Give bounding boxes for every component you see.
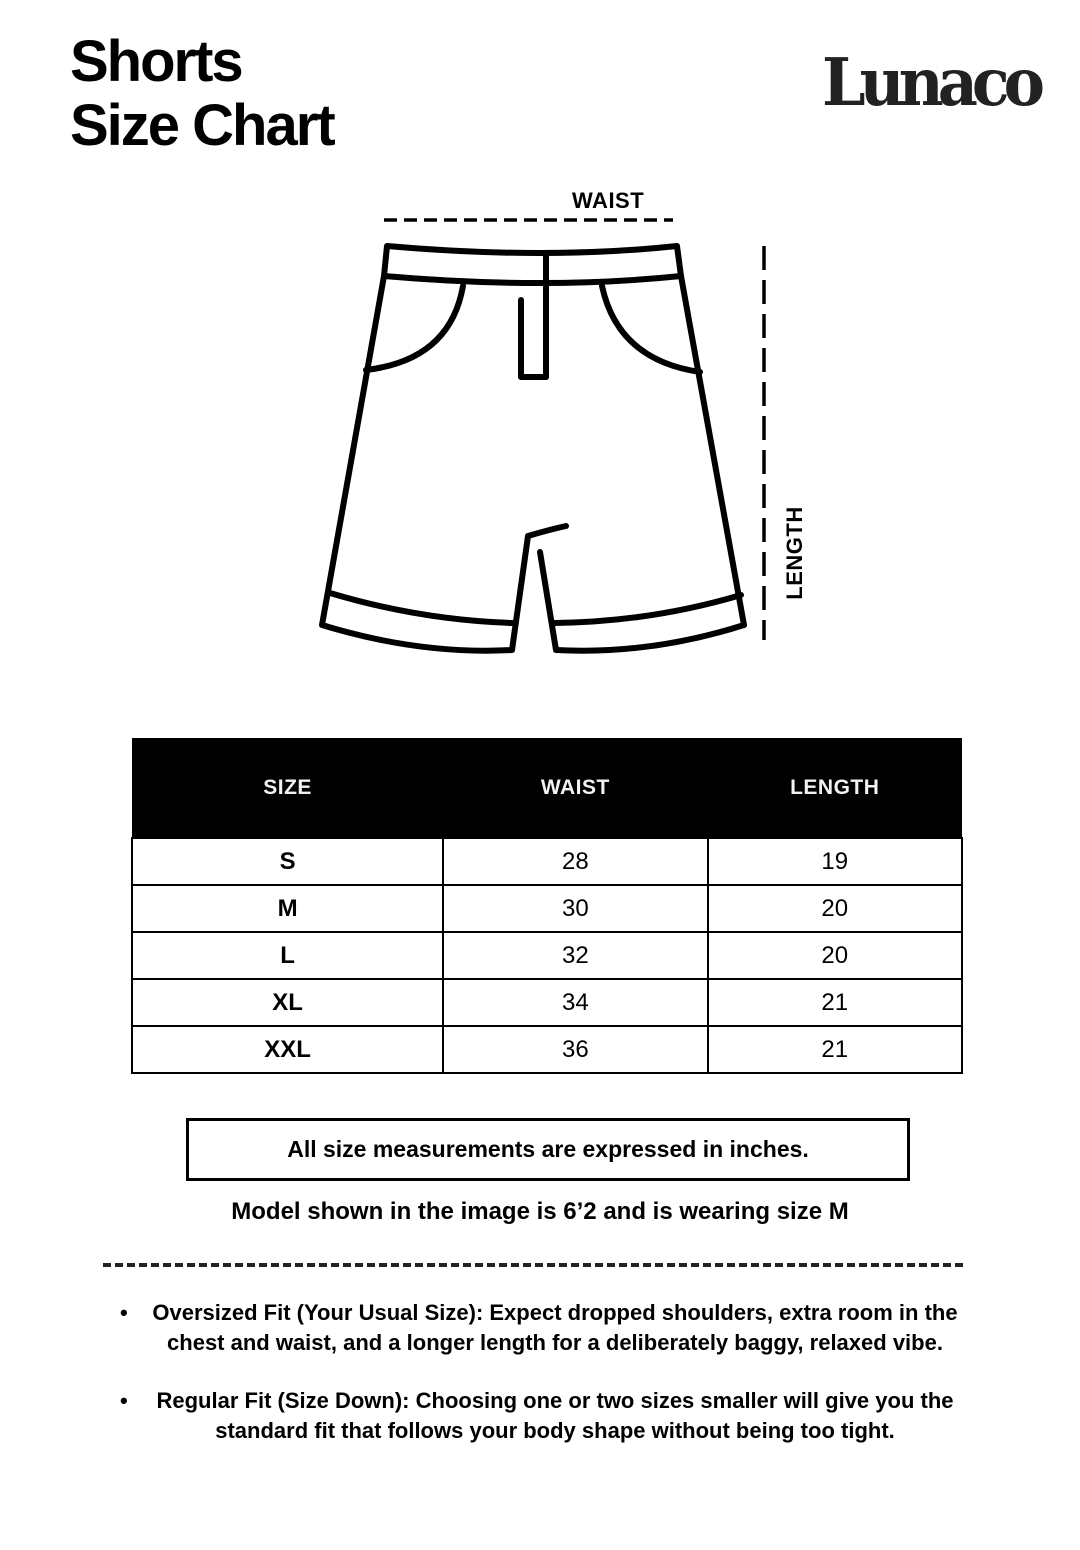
length-label: LENGTH bbox=[782, 506, 807, 600]
brand-logo: Lunaco bbox=[822, 44, 1040, 121]
units-note-text: All size measurements are expressed in inches. bbox=[287, 1136, 809, 1162]
cell-waist: 34 bbox=[443, 979, 707, 1026]
cell-waist: 32 bbox=[443, 932, 707, 979]
fit-guide-item-oversized bbox=[100, 1298, 970, 1358]
cell-waist: 30 bbox=[443, 885, 707, 932]
size-table bbox=[131, 738, 963, 1074]
header-waist: WAIST bbox=[443, 738, 707, 838]
table-row bbox=[132, 932, 962, 979]
cell-length: 20 bbox=[708, 885, 962, 932]
fit-guide-list bbox=[100, 1298, 970, 1474]
shorts-diagram bbox=[300, 180, 820, 660]
title-line-1: Shorts bbox=[70, 29, 242, 94]
shorts-outline-icon bbox=[300, 180, 820, 660]
bullet-icon: • bbox=[120, 1388, 128, 1413]
cell-size: S bbox=[132, 838, 443, 885]
table-row bbox=[132, 885, 962, 932]
table-row bbox=[132, 979, 962, 1026]
table-row bbox=[132, 1026, 962, 1073]
model-info: Model shown in the image is 6’2 and is wearing size M bbox=[231, 1198, 849, 1225]
cell-length: 21 bbox=[708, 979, 962, 1026]
cell-size: XL bbox=[132, 979, 443, 1026]
fit-guide-text: Oversized Fit (Your Usual Size): Expect dropped shoulders, extra room in the chest and waist, and a longer length for a deliberately baggy, relaxed vibe. bbox=[152, 1300, 958, 1355]
cell-length: 21 bbox=[708, 1026, 962, 1073]
bullet-icon: • bbox=[120, 1300, 128, 1325]
cell-length: 20 bbox=[708, 932, 962, 979]
waist-label: WAIST bbox=[572, 188, 645, 213]
cell-length: 19 bbox=[708, 838, 962, 885]
table-row bbox=[132, 838, 962, 885]
dashed-divider bbox=[103, 1263, 963, 1267]
cell-size: L bbox=[132, 932, 443, 979]
header-length: LENGTH bbox=[708, 738, 962, 838]
cell-size: XXL bbox=[132, 1026, 443, 1073]
cell-waist: 28 bbox=[443, 838, 707, 885]
header-size: SIZE bbox=[132, 738, 443, 838]
page-title bbox=[70, 30, 334, 158]
title-line-2: Size Chart bbox=[70, 93, 334, 158]
cell-waist: 36 bbox=[443, 1026, 707, 1073]
cell-size: M bbox=[132, 885, 443, 932]
fit-guide-item-regular bbox=[100, 1386, 970, 1446]
table-header-row bbox=[132, 738, 962, 838]
units-note bbox=[186, 1118, 910, 1181]
fit-guide-text: Regular Fit (Size Down): Choosing one or two sizes smaller will give you the standard fit that follows your body shape without being too tight. bbox=[156, 1388, 954, 1443]
